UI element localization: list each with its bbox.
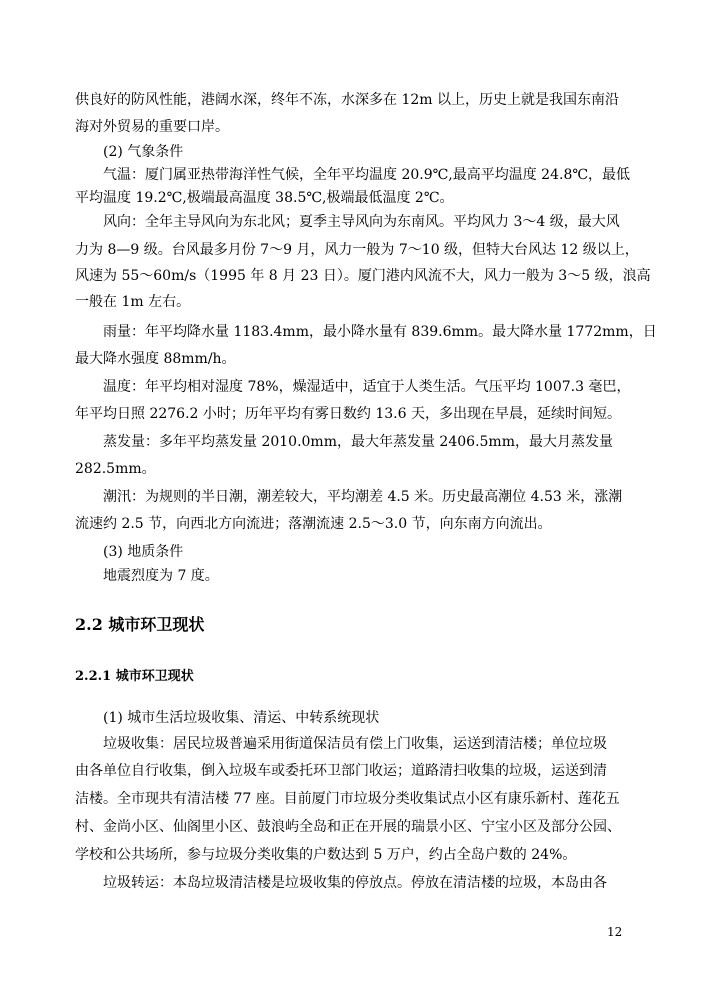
text-line: 雨量：年平均降水量 1183.4mm，最小降水量有 839.6mm。最大降水量 1772mm，日 [103,324,657,340]
text-line: 282.5mm。 [75,461,156,477]
text-line: 年平均日照 2276.2 小时；历年平均有雾日数约 13.6 天，多出现在早晨，延续时间短。 [75,406,621,422]
text-line: 最大降水强度 88mm/h。 [75,351,236,367]
text-line: 洁楼。全市现共有清洁楼 77 座。目前厦门市垃圾分类收集试点小区有康乐新村、莲花五 [75,791,620,807]
page-number: 12 [607,925,623,939]
text-line: 风速为 55～60m/s（1995 年 8 月 23 日）。厦门港内风流不大，风力一般为 3～5 级，浪高 [75,268,651,284]
text-line: 垃圾收集：居民垃圾普遍采用街道保洁员有偿上门收集，运送到清洁楼；单位垃圾 [103,736,607,752]
section-heading: 2.2 城市环卫现状 [75,615,205,634]
subsection-label: (3) 地质条件 [103,544,184,560]
text-line: 由各单位自行收集，倒入垃圾车或委托环卫部门收运；道路清扫收集的垃圾，运送到清 [75,763,607,779]
text-line: 蒸发量：多年平均蒸发量 2010.0mm，最大年蒸发量 2406.5mm，最大月蒸发量 [103,434,613,450]
text-line: 地震烈度为 7 度。 [103,568,219,584]
text-line: 潮汛：为规则的半日潮，潮差较大，平均潮差 4.5 米。历史最高潮位 4.53 米，涨潮 [103,489,623,505]
text-line: 流速约 2.5 节，向西北方向流进；落潮流速 2.5～3.0 节，向东南方向流出。 [75,516,552,532]
text-line: 海对外贸易的重要口岸。 [75,119,229,135]
text-line: 温度：年平均相对湿度 78%，燥湿适中，适宜于人类生活。气压平均 1007.3 毫巴， [103,379,631,395]
text-line: 供良好的防风性能，港阔水深，终年不冻，水深多在 12m 以上，历史上就是我国东南沿 [75,92,619,108]
subsection-label: (1) 城市生活垃圾收集、清运、中转系统现状 [103,710,380,726]
text-line: 气温：厦门属亚热带海洋性气候，全年平均温度 20.9℃,最高平均温度 24.8℃，最低 [103,167,631,183]
text-line: 垃圾转运：本岛垃圾清洁楼是垃圾收集的停放点。停放在清洁楼的垃圾，本岛由各 [103,875,607,891]
text-line: 学校和公共场所，参与垃圾分类收集的户数达到 5 万户，约占全岛户数的 24%。 [75,847,577,863]
text-line: 风向：全年主导风向为东北风；夏季主导风向为东南风。平均风力 3～4 级，最大风 [103,214,620,230]
text-line: 力为 8—9 级。台风最多月份 7～9 月，风力一般为 7～10 级，但特大台风达 12 级以上， [75,242,639,258]
text-line: 一般在 1m 左右。 [75,294,191,310]
text-line: 村、金尚小区、仙阁里小区、鼓浪屿全岛和正在开展的瑞景小区、宁宝小区及部分公园、 [75,819,621,835]
subsection-label: (2) 气象条件 [103,144,184,160]
text-line: 平均温度 19.2℃,极端最高温度 38.5℃,极端最低温度 2℃。 [75,190,454,206]
subsection-heading: 2.2.1 城市环卫现状 [75,669,194,684]
